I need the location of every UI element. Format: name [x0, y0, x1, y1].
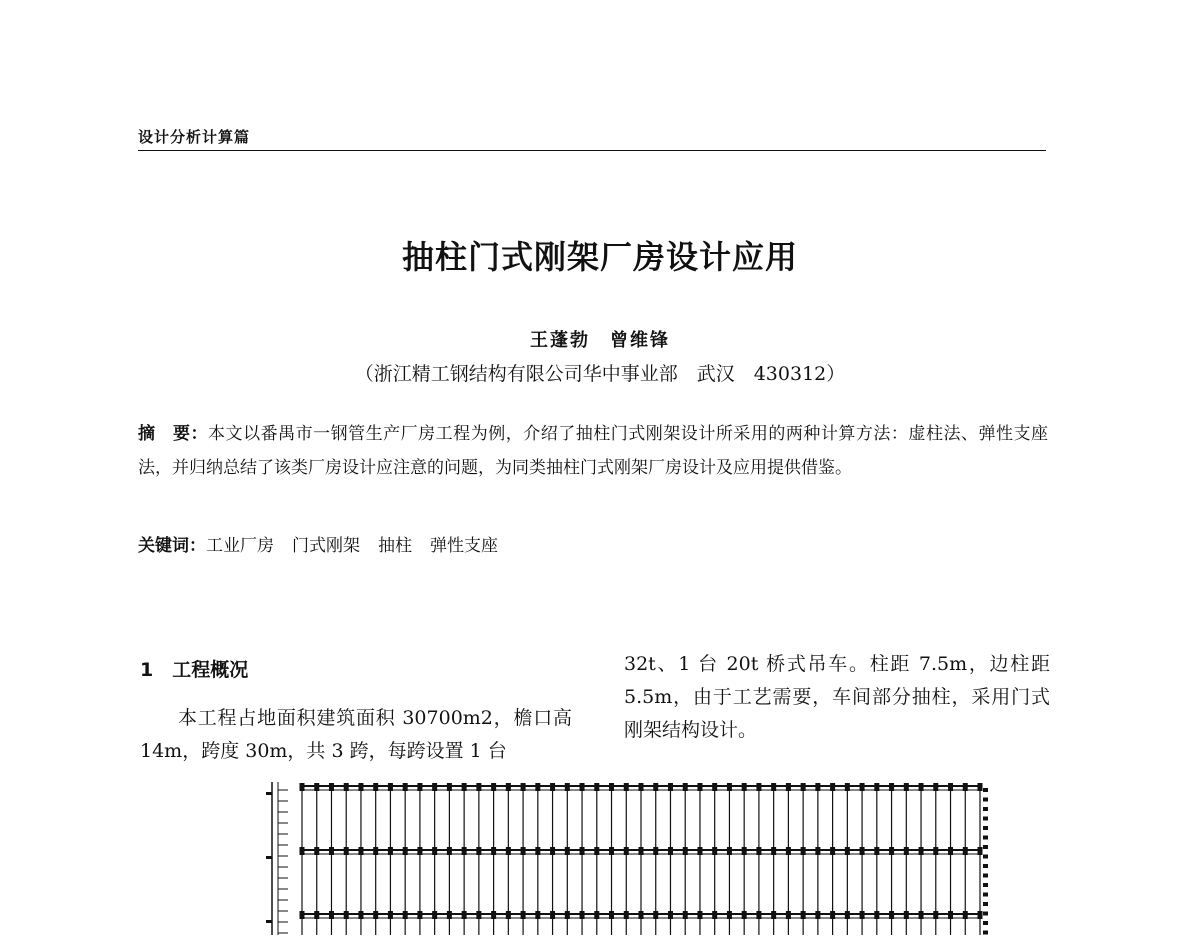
body-text-right-column: 32t、1 台 20t 桥式吊车。柱距 7.5m，边柱距 5.5m，由于工艺需要，车间部分抽柱，采用门式刚架结构设计。: [624, 653, 1050, 741]
authors: 王蓬勃 曾维锋: [530, 330, 670, 351]
structural-plan-drawing: [262, 776, 992, 935]
column-marker: [712, 847, 717, 855]
column-marker: [388, 847, 393, 855]
column-marker: [314, 911, 319, 919]
column-marker: [535, 783, 540, 791]
column-marker: [521, 911, 526, 919]
column-marker: [860, 847, 865, 855]
abstract: [138, 417, 1048, 485]
column-marker: [329, 911, 334, 919]
header-rule: [138, 150, 1046, 151]
column-marker: [683, 847, 688, 855]
column-marker: [830, 911, 835, 919]
column-marker: [358, 783, 363, 791]
column-marker: [506, 847, 511, 855]
column-marker: [403, 911, 408, 919]
edge-marker: [983, 817, 988, 821]
column-marker: [683, 783, 688, 791]
column-marker: [329, 847, 334, 855]
column-marker: [756, 783, 761, 791]
edge-marker: [983, 788, 988, 792]
column-marker: [948, 783, 953, 791]
column-marker: [904, 847, 909, 855]
axis-marker: [266, 920, 272, 923]
affiliation: （浙江精工钢结构有限公司华中事业部 武汉 430312）: [354, 363, 846, 385]
column-marker: [712, 911, 717, 919]
column-marker: [624, 783, 629, 791]
column-marker: [874, 847, 879, 855]
column-marker: [476, 911, 481, 919]
column-marker: [860, 783, 865, 791]
column-marker: [358, 847, 363, 855]
structural-plan-figure: [262, 776, 992, 939]
column-marker: [697, 847, 702, 855]
keyword: 弹性支座: [430, 536, 498, 556]
column-marker: [388, 911, 393, 919]
column-marker: [978, 783, 983, 791]
column-marker: [580, 911, 585, 919]
column-marker: [742, 911, 747, 919]
column-marker: [403, 783, 408, 791]
column-marker: [609, 847, 614, 855]
running-header-section: 设计分析计算篇: [138, 128, 251, 146]
column-marker: [344, 847, 349, 855]
column-marker: [712, 783, 717, 791]
column-marker: [815, 847, 820, 855]
column-marker: [933, 783, 938, 791]
column-marker: [786, 783, 791, 791]
column-marker: [462, 847, 467, 855]
column-marker: [860, 911, 865, 919]
keywords: [138, 532, 1048, 560]
edge-marker: [983, 883, 988, 887]
column-marker: [447, 847, 452, 855]
column-marker: [358, 911, 363, 919]
column-marker: [314, 847, 319, 855]
column-marker: [742, 783, 747, 791]
column-marker: [978, 911, 983, 919]
paper-title: 抽柱门式刚架厂房设计应用: [401, 238, 798, 276]
column-marker: [771, 911, 776, 919]
column-marker: [830, 783, 835, 791]
column-marker: [388, 783, 393, 791]
column-marker: [919, 847, 924, 855]
edge-marker: [983, 864, 988, 868]
column-marker: [594, 911, 599, 919]
column-marker: [432, 911, 437, 919]
column-marker: [329, 783, 334, 791]
column-marker: [697, 911, 702, 919]
column-marker: [948, 847, 953, 855]
column-marker: [344, 911, 349, 919]
keywords-label: 关键词：: [138, 536, 206, 556]
column-marker: [565, 783, 570, 791]
column-marker: [373, 911, 378, 919]
edge-marker: [983, 798, 988, 802]
column-marker: [815, 911, 820, 919]
section-heading: 1 工程概况: [140, 659, 249, 681]
column-marker: [417, 847, 422, 855]
column-marker: [344, 783, 349, 791]
column-marker: [462, 911, 467, 919]
edge-marker: [983, 836, 988, 840]
column-marker: [801, 911, 806, 919]
column-marker: [697, 783, 702, 791]
column-marker: [624, 911, 629, 919]
keyword: 抽柱: [378, 536, 412, 556]
column-marker: [506, 783, 511, 791]
column-marker: [624, 847, 629, 855]
column-marker: [948, 911, 953, 919]
column-marker: [565, 911, 570, 919]
column-marker: [300, 783, 305, 791]
column-marker: [904, 911, 909, 919]
column-marker: [653, 847, 658, 855]
column-marker: [919, 783, 924, 791]
column-marker: [580, 783, 585, 791]
column-marker: [668, 783, 673, 791]
column-marker: [845, 911, 850, 919]
column-marker: [919, 911, 924, 919]
column-marker: [550, 783, 555, 791]
column-marker: [447, 911, 452, 919]
edge-marker: [983, 921, 988, 925]
edge-marker: [983, 807, 988, 811]
column-marker: [521, 847, 526, 855]
column-marker: [403, 847, 408, 855]
column-marker: [727, 783, 732, 791]
edge-marker: [983, 912, 988, 916]
column-marker: [476, 783, 481, 791]
column-marker: [417, 783, 422, 791]
edge-marker: [983, 826, 988, 830]
column-marker: [639, 783, 644, 791]
column-marker: [933, 911, 938, 919]
column-marker: [904, 783, 909, 791]
column-marker: [417, 911, 422, 919]
edge-marker: [983, 874, 988, 878]
column-marker: [963, 783, 968, 791]
column-marker: [300, 847, 305, 855]
axis-marker: [266, 792, 272, 795]
column-marker: [756, 847, 761, 855]
column-marker: [521, 783, 526, 791]
column-marker: [815, 783, 820, 791]
column-marker: [476, 847, 481, 855]
column-marker: [535, 911, 540, 919]
column-marker: [933, 847, 938, 855]
column-marker: [491, 847, 496, 855]
column-marker: [756, 911, 761, 919]
column-marker: [668, 847, 673, 855]
column-marker: [491, 783, 496, 791]
column-marker: [373, 847, 378, 855]
column-marker: [889, 783, 894, 791]
column-marker: [683, 911, 688, 919]
column-marker: [314, 783, 319, 791]
keyword: 门式刚架: [292, 536, 360, 556]
column-marker: [978, 847, 983, 855]
column-marker: [639, 911, 644, 919]
column-marker: [889, 847, 894, 855]
abstract-text: 本文以番禺市一钢管生产厂房工程为例，介绍了抽柱门式刚架设计所采用的两种计算方法：虚柱法、弹性支座法，并归纳总结了该类厂房设计应注意的问题，为同类抽柱门式刚架厂房设计及应用提供借鉴。: [138, 424, 1049, 478]
column-marker: [653, 783, 658, 791]
edge-marker: [983, 931, 988, 935]
column-marker: [580, 847, 585, 855]
column-marker: [609, 783, 614, 791]
column-marker: [771, 783, 776, 791]
column-marker: [845, 783, 850, 791]
column-marker: [653, 911, 658, 919]
column-marker: [874, 783, 879, 791]
column-marker: [874, 911, 879, 919]
column-marker: [550, 847, 555, 855]
abstract-label: 摘 要：: [138, 424, 209, 444]
column-marker: [830, 847, 835, 855]
column-marker: [771, 847, 776, 855]
edge-marker: [983, 855, 988, 859]
body-text-left-column: 本工程占地面积建筑面积 30700m2，檐口高 14m，跨度 30m，共 3 跨，每跨设置 1 台: [140, 707, 572, 762]
column-marker: [373, 783, 378, 791]
column-marker: [786, 911, 791, 919]
edge-marker: [983, 902, 988, 906]
column-marker: [550, 911, 555, 919]
column-marker: [639, 847, 644, 855]
column-marker: [432, 783, 437, 791]
column-marker: [462, 783, 467, 791]
column-marker: [447, 783, 452, 791]
axis-marker: [266, 856, 272, 859]
column-marker: [668, 911, 673, 919]
column-marker: [565, 847, 570, 855]
edge-marker: [983, 893, 988, 897]
edge-marker: [983, 845, 988, 849]
column-marker: [801, 783, 806, 791]
column-marker: [786, 847, 791, 855]
column-marker: [889, 911, 894, 919]
column-marker: [609, 911, 614, 919]
column-marker: [432, 847, 437, 855]
column-marker: [727, 847, 732, 855]
keyword: 工业厂房: [206, 536, 274, 556]
column-marker: [963, 847, 968, 855]
column-marker: [801, 847, 806, 855]
column-marker: [300, 911, 305, 919]
column-marker: [594, 847, 599, 855]
column-marker: [491, 911, 496, 919]
column-marker: [594, 783, 599, 791]
column-marker: [845, 847, 850, 855]
column-marker: [535, 847, 540, 855]
column-marker: [742, 847, 747, 855]
column-marker: [963, 911, 968, 919]
column-marker: [506, 911, 511, 919]
column-marker: [727, 911, 732, 919]
